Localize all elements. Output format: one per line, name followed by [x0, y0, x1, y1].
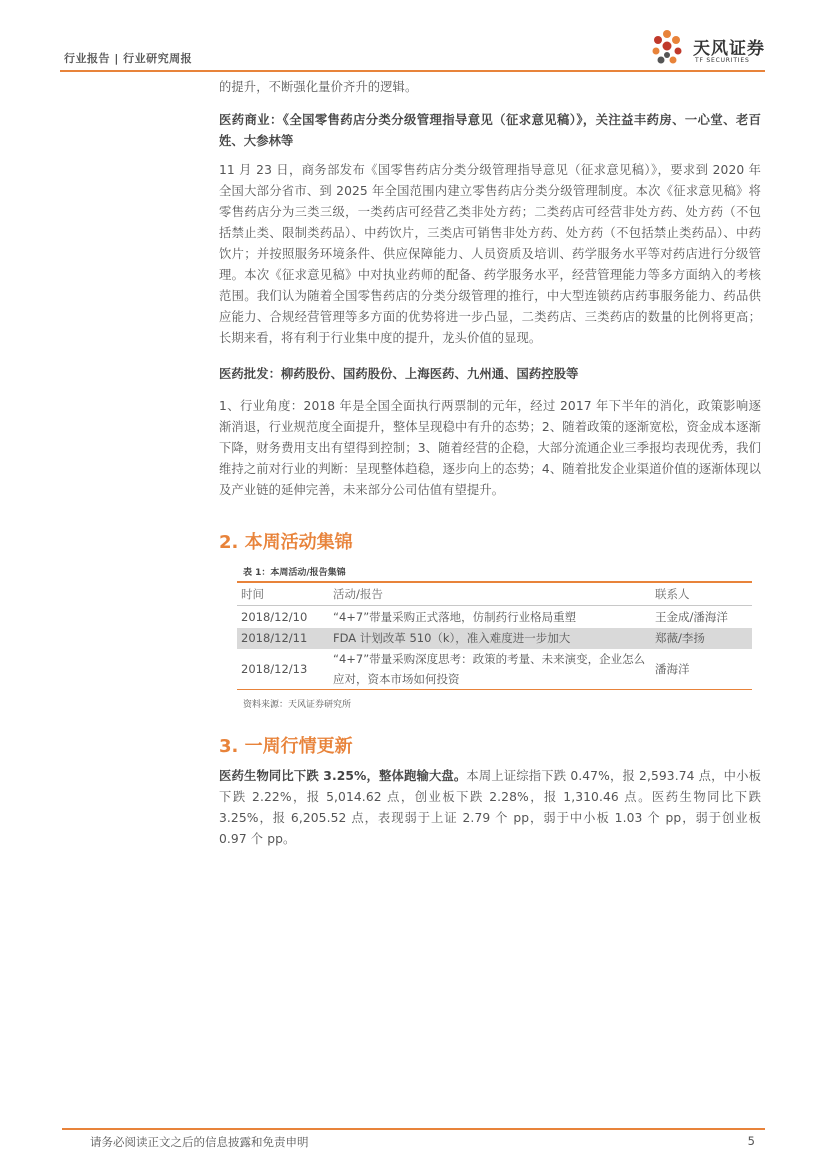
footer-divider — [62, 1128, 765, 1130]
header-divider — [60, 70, 765, 72]
cell-contact: 郑薇/李扬 — [655, 631, 705, 645]
logo-name: 天风证券 — [693, 39, 765, 59]
text-block-6 — [219, 766, 761, 850]
heading-pharma-wholesale: 医药批发：柳药股份、国药股份、上海医药、九州通、国药控股等 — [219, 367, 579, 381]
logo-subtitle: TF SECURITIES — [695, 57, 750, 64]
text-block-3 — [219, 160, 761, 349]
cell-contact: 潘海洋 — [655, 662, 690, 676]
paragraph-pharma-commerce: 11 月 23 日，商务部发布《国零售药店分类分级管理指导意见（征求意见稿）》，要求到 2020 年全国大部分省市、到 2025 年全国范围内建立零售药店分类分级管理制度。本次《征求意见稿》将零售药店分为三类三级，一类药店可经营乙类非处方药；二类药店可经营非处方药、处方药（不包括禁止类、限制类药品）、中药饮片，三类店可销售非处方药、处方药（不包括禁止类药品）、中药饮片；并按照服务环境条件、供应保障能力、人员资质及培训、药学服务水平等对药店进行分级管理。本次《征求意见稿》中对执业药师的配备、药学服务水平，经营管理能力等多方面纳入的考核范围。我们认为随着全国零售药店的分类分级管理的推行，中大型连锁药店药事服务能力、药品供应能力、合规经营管理等多方面的优势将进一步凸显，二类药店、三类药店的数量的比例将更高；长期来看，将有利于行业集中度的提升，龙头价值的显现。 — [219, 163, 761, 345]
text-block-2 — [219, 110, 761, 152]
paragraph-pharma-wholesale: 1、行业角度：2018 年是全国全面执行两票制的元年，经过 2017 年下半年的消化，政策影响逐渐消退，行业规范度全面提升，整体呈现稳中有升的态势；2、随着政策的逐渐宽松，资金成本逐渐下降，财务费用支出有望得到控制；3、随着经营的企稳，大部分流通企业三季报均表现优秀，我们维持之前对行业的判断：呈现整体趋稳，逐步向上的态势；4、随着批发企业渠道价值的逐渐体现以及产业链的延伸完善，未来部分公司估值有望提升。 — [219, 399, 761, 497]
header-title: 行业报告 | 行业研究周报 — [64, 52, 193, 65]
market-summary-bold: 医药生物同比下跌 3.25%，整体跑输大盘。 — [219, 769, 467, 783]
text-block-4 — [219, 364, 761, 385]
table-bottom-rule — [237, 689, 752, 690]
table-row — [237, 649, 752, 689]
cell-activity: “4+7”带量采购深度思考：政策的考量、未来演变，企业怎么应对，资本市场如何投资 — [333, 652, 646, 686]
market-summary-detail: 本周上证综指下跌 0.47%，报 2,593.74 点，中小板下跌 2.22%，报 5,014.62 点，创业板下跌 2.28%，报 1,310.46 点。医药生物同比下跌 3.25%，报 6,205.52 点，表现弱于上证 2.79 个 pp，弱于中小板 1.03 个 pp，弱于创业板 0.97 个 pp。 — [219, 769, 761, 846]
logo-flower-icon — [645, 28, 693, 68]
company-logo — [645, 28, 765, 68]
cell-date: 2018/12/11 — [241, 631, 308, 645]
text-block-1 — [219, 77, 761, 98]
header-time: 时间 — [241, 587, 264, 601]
section-title-activities: 2. 本周活动集锦 — [219, 532, 353, 553]
cell-date: 2018/12/13 — [241, 662, 308, 676]
table-source: 资料来源：天风证券研究所 — [243, 700, 352, 710]
paragraph-market-update — [219, 766, 761, 850]
cell-activity: “4+7”带量采购正式落地，仿制药行业格局重塑 — [333, 610, 577, 624]
heading-pharma-commerce: 医药商业：《全国零售药店分类分级管理指导意见（征求意见稿）》，关注益丰药房、一心堂、老百姓、大参林等 — [219, 113, 761, 148]
section-title-market: 3. 一周行情更新 — [219, 736, 353, 757]
header-contact: 联系人 — [655, 587, 690, 601]
cell-date: 2018/12/10 — [241, 610, 308, 624]
header-activity: 活动/报告 — [333, 587, 383, 601]
page-header — [60, 28, 765, 72]
table-row — [237, 606, 752, 628]
table-caption: 表 1：本周活动/报告集锦 — [243, 568, 346, 578]
activities-table — [237, 565, 752, 710]
text-block-5 — [219, 396, 761, 501]
table-header-row — [237, 583, 752, 606]
cell-activity: FDA 计划改革 510（k），准入难度进一步加大 — [333, 631, 571, 645]
page-number: 5 — [747, 1134, 755, 1148]
footer-disclaimer: 请务必阅读正文之后的信息披露和免责申明 — [90, 1135, 309, 1149]
table-row — [237, 628, 752, 649]
paragraph-continuation: 的提升，不断强化量价齐升的逻辑。 — [219, 80, 418, 94]
cell-contact: 王金成/潘海洋 — [655, 610, 728, 624]
